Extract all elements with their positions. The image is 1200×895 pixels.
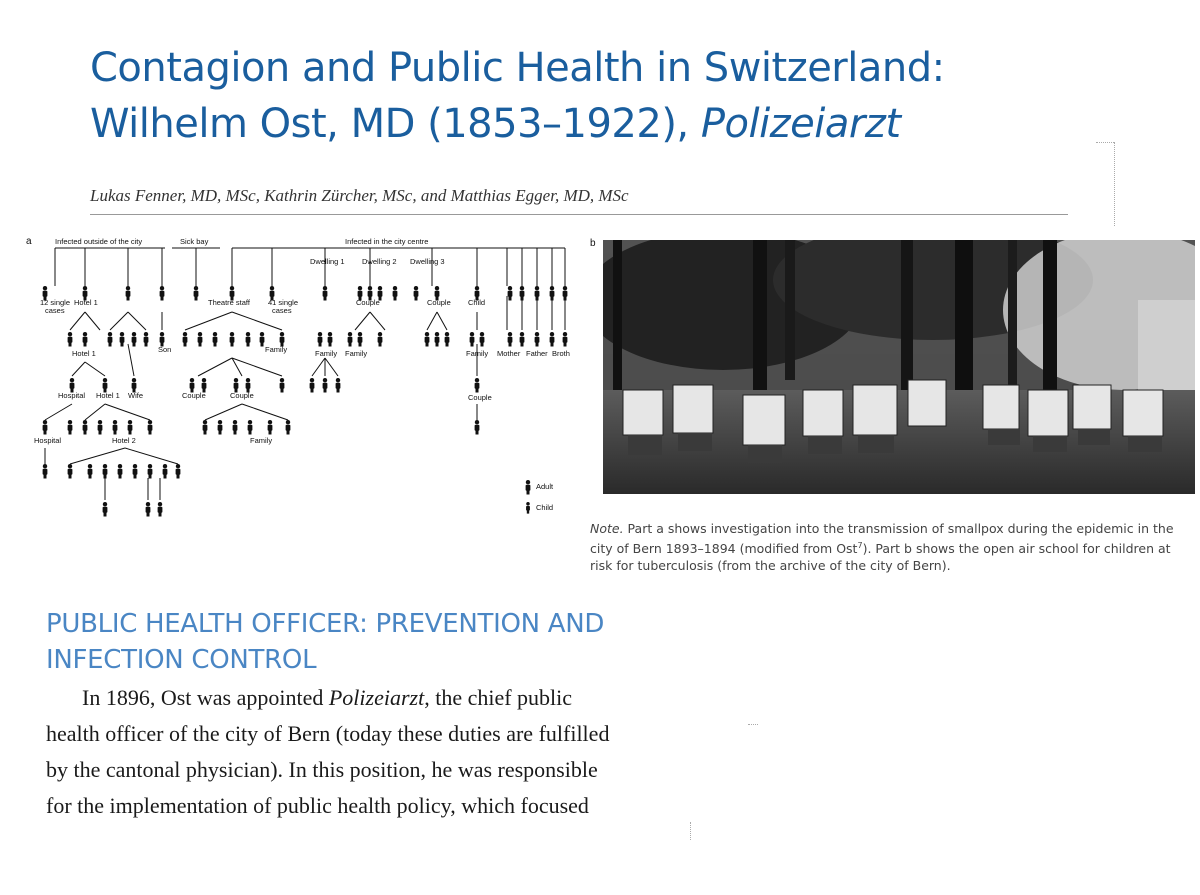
adult-figure-icon — [113, 420, 118, 435]
body-line-3: by the cantonal physician). In this position, he was responsible — [46, 757, 598, 782]
body-line-1c: , the chief public — [424, 685, 573, 710]
tree-link — [128, 312, 146, 330]
adult-figure-icon — [158, 502, 163, 517]
adult-figure-icon — [348, 332, 353, 347]
adult-figure-icon — [88, 464, 93, 479]
part-a-label: a — [26, 236, 32, 247]
adult-figure-icon — [248, 420, 253, 435]
label-dwelling-1: Dwelling 1 — [310, 257, 345, 266]
adult-figure-icon — [480, 332, 485, 347]
article-title — [90, 40, 945, 152]
adult-figure-icon — [280, 378, 285, 393]
adult-figure-icon — [163, 464, 168, 479]
adult-figure-icon — [126, 286, 131, 301]
adult-figure-icon — [83, 332, 88, 347]
tree-link — [72, 362, 85, 376]
adult-figure-icon — [68, 332, 73, 347]
body-line-1a: In 1896, Ost was appointed — [82, 685, 329, 710]
body-line-2: health officer of the city of Bern (today these duties are fulfilled — [46, 721, 610, 746]
adult-figure-icon — [378, 332, 383, 347]
adult-figure-icon — [550, 332, 555, 347]
tree-link — [242, 404, 288, 420]
label-couple-5: Couple — [468, 393, 492, 402]
label-couple-1: Couple — [356, 298, 380, 307]
adult-figure-icon — [535, 286, 540, 301]
tree-link — [185, 312, 232, 330]
crop-mark-top-right-h — [1096, 142, 1114, 143]
label-family-1: Family — [265, 345, 288, 354]
adult-figure-icon — [508, 286, 513, 301]
adult-figure-icon — [323, 286, 328, 301]
adult-figure-icon — [520, 332, 525, 347]
adult-figure-icon — [198, 332, 203, 347]
adult-figure-icon — [103, 464, 108, 479]
adult-figure-icon — [183, 332, 188, 347]
label-couple-3: Couple — [182, 391, 206, 400]
tree-link — [110, 312, 128, 330]
adult-figure-icon — [328, 332, 333, 347]
tree-link — [312, 358, 325, 376]
adult-figure-icon — [176, 464, 181, 479]
body-line-1 — [46, 680, 746, 716]
label-hotel-1c: Hotel 1 — [96, 391, 120, 400]
label-hospital-1: Hospital — [58, 391, 86, 400]
header-outside-city: Infected outside of the city — [55, 237, 143, 246]
tree-link — [370, 312, 385, 330]
label-family-4: Family — [466, 349, 489, 358]
tree-link — [70, 448, 125, 464]
adult-figure-icon — [550, 286, 555, 301]
adult-figure-icon — [520, 286, 525, 301]
adult-figure-icon — [194, 286, 199, 301]
adult-figure-icon — [393, 286, 398, 301]
label-family-2: Family — [315, 349, 338, 358]
adult-figure-icon — [128, 420, 133, 435]
tree-link — [205, 404, 242, 420]
tree-link — [325, 358, 338, 376]
section-heading-line-2: INFECTION CONTROL — [46, 645, 317, 675]
adult-figure-icon — [120, 332, 125, 347]
body-paragraph — [46, 680, 746, 824]
adult-figure-icon — [563, 332, 568, 347]
adult-figure-icon — [246, 332, 251, 347]
crop-mark-mid — [748, 724, 758, 725]
adult-figure-icon — [230, 332, 235, 347]
label-wife: Wife — [128, 391, 143, 400]
label-hotel-1b: Hotel 1 — [72, 349, 96, 358]
label-hospital-2: Hospital — [34, 436, 62, 445]
transmission-diagram — [0, 226, 590, 530]
adult-figure-icon — [358, 332, 363, 347]
adult-figure-icon — [526, 480, 531, 495]
note-text-2: ). Part b shows the open air school for children at risk for tuberculosis (from the archive of the city of Bern). — [590, 541, 1171, 574]
label-family-5: Family — [250, 436, 273, 445]
tree-link — [85, 404, 105, 420]
adult-figure-icon — [83, 420, 88, 435]
note-reference: 7 — [857, 541, 863, 550]
tree-link — [232, 358, 282, 376]
title-line-1: Contagion and Public Health in Switzerland: — [90, 45, 945, 91]
adult-figure-icon — [318, 332, 323, 347]
adult-figure-icon — [310, 378, 315, 393]
adult-figure-icon — [445, 332, 450, 347]
adult-figure-icon — [146, 502, 151, 517]
adult-figure-icon — [68, 420, 73, 435]
adult-figure-icon — [43, 420, 48, 435]
author-rule — [90, 214, 1068, 215]
adult-figure-icon — [108, 332, 113, 347]
crop-mark-bottom — [690, 822, 691, 840]
title-line-2 — [90, 96, 945, 152]
section-heading-line-1: PUBLIC HEALTH OFFICER: PREVENTION AND — [46, 609, 605, 639]
author-line: Lukas Fenner, MD, MSc, Kathrin Zürcher, MSc, and Matthias Egger, MD, MSc — [90, 186, 629, 205]
adult-figure-icon — [563, 286, 568, 301]
adult-figure-icon — [260, 332, 265, 347]
label-family-3: Family — [345, 349, 368, 358]
note-text: Part a shows investigation into the transmission of smallpox during the epidemic in the city of Bern 1893–1894 (modified from Ost — [590, 521, 1174, 557]
tree-link — [128, 344, 134, 376]
photo-svg — [603, 240, 1195, 494]
adult-figure-icon — [144, 332, 149, 347]
title-line-2-text: Wilhelm Ost, MD (1853–1922), — [90, 101, 701, 147]
body-line-4: for the implementation of public health policy, which focused — [46, 793, 589, 818]
tree-link — [437, 312, 447, 330]
adult-figure-icon — [132, 332, 137, 347]
legend-adult-label: Adult — [536, 482, 554, 491]
adult-figure-icon — [323, 378, 328, 393]
part-b-label: b — [590, 238, 596, 249]
adult-figure-icon — [103, 502, 108, 517]
label-hotel-1: Hotel 1 — [74, 298, 98, 307]
adult-figure-icon — [213, 332, 218, 347]
label-couple-4: Couple — [230, 391, 254, 400]
label-son: Son — [158, 345, 172, 354]
adult-figure-icon — [233, 420, 238, 435]
adult-figure-icon — [68, 464, 73, 479]
header-sick-bay: Sick bay — [180, 237, 209, 246]
label-dwelling-2: Dwelling 2 — [362, 257, 397, 266]
section-heading — [46, 606, 604, 678]
label-couple-2: Couple — [427, 298, 451, 307]
tree-link — [198, 358, 232, 376]
label-father: Father — [526, 349, 548, 358]
adult-figure-icon — [435, 332, 440, 347]
label-41-single: 41 single — [268, 298, 299, 307]
label-child: Child — [468, 298, 486, 307]
adult-figure-icon — [160, 286, 165, 301]
adult-figure-icon — [470, 332, 475, 347]
label-cases: cases — [45, 306, 65, 315]
tree-link — [355, 312, 370, 330]
adult-figure-icon — [218, 420, 223, 435]
adult-figure-icon — [414, 286, 419, 301]
adult-figure-icon — [133, 464, 138, 479]
tree-link — [45, 404, 72, 420]
tree-link — [125, 448, 178, 464]
label-brother: Broth — [552, 349, 570, 358]
tree-link — [105, 404, 150, 420]
label-cases-2: cases — [272, 306, 292, 315]
label-mother: Mother — [497, 349, 521, 358]
adult-figure-icon — [535, 332, 540, 347]
open-air-school-photo — [603, 240, 1195, 494]
label-theatre-staff: Theatre staff — [208, 298, 250, 307]
tree-link — [427, 312, 437, 330]
adult-figure-icon — [98, 420, 103, 435]
adult-figure-icon — [118, 464, 123, 479]
adult-figure-icon — [148, 464, 153, 479]
adult-figure-icon — [268, 420, 273, 435]
crop-mark-top-right — [1114, 142, 1115, 226]
tree-link — [85, 362, 105, 376]
transmission-tree-svg — [0, 226, 590, 526]
note-lead: Note. — [590, 521, 624, 536]
figure-note — [590, 520, 1190, 574]
adult-figure-icon — [148, 420, 153, 435]
header-city-centre: Infected in the city centre — [345, 237, 429, 246]
adult-figure-icon — [286, 420, 291, 435]
adult-figure-icon — [203, 420, 208, 435]
label-hotel-2: Hotel 2 — [112, 436, 136, 445]
tree-link — [85, 312, 100, 330]
adult-figure-icon — [475, 378, 480, 393]
adult-figure-icon — [508, 332, 513, 347]
legend-child-label: Child — [536, 503, 554, 512]
title-polizeiarzt: Polizeiarzt — [700, 101, 901, 147]
tree-link — [70, 312, 85, 330]
label-12-single: 12 single — [40, 298, 71, 307]
adult-figure-icon — [43, 464, 48, 479]
adult-figure-icon — [336, 378, 341, 393]
body-line-1-italic: Polizeiarzt — [328, 685, 425, 710]
child-figure-icon — [526, 502, 530, 514]
adult-figure-icon — [425, 332, 430, 347]
label-dwelling-3: Dwelling 3 — [410, 257, 445, 266]
adult-figure-icon — [475, 420, 480, 435]
